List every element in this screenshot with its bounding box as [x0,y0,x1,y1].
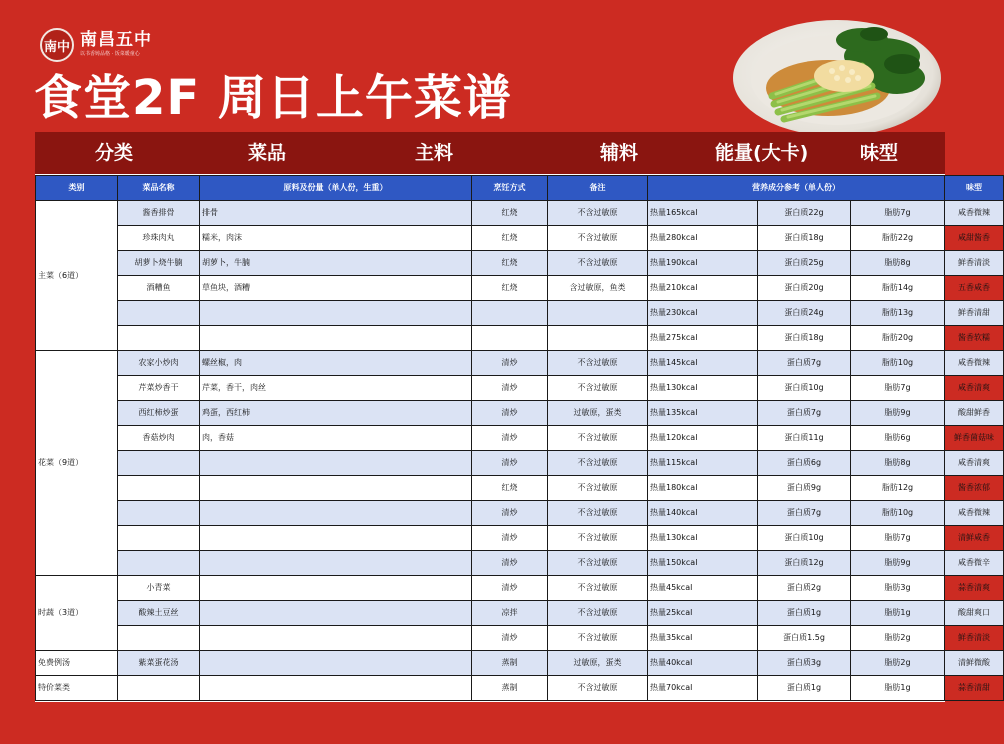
allergen-note: 不含过敏原 [548,576,648,601]
flavor-value: 鲜香清甜 [945,301,1004,326]
ingredients: 鸡蛋，西红柿 [200,401,472,426]
header-flavor: 味型 [945,176,1004,201]
school-tagline: 以书香铸品格 · 饭菜暖童心 [80,51,140,57]
ingredients [200,501,472,526]
energy-value: 热量25kcal [648,601,758,626]
category-label: 分类 [95,142,134,164]
ingredients: 肉，香菇 [200,426,472,451]
allergen-note: 不含过敏原 [548,201,648,226]
table-row [36,676,1004,701]
allergen-note [548,326,648,351]
cooking-method: 红烧 [472,226,548,251]
cooking-method: 红烧 [472,201,548,226]
flavor-value: 蒜香清爽 [945,576,1004,601]
fat-value: 脂肪14g [851,276,945,301]
cooking-method: 蒸制 [472,651,548,676]
flavor-value: 酸甜爽口 [945,601,1004,626]
category-label: 味型 [860,142,899,164]
ingredients [200,451,472,476]
cooking-method: 清炒 [472,451,548,476]
dish-name: 芹菜炒香干 [118,376,200,401]
page-title: 食堂2F 周日上午菜谱 [34,70,512,126]
energy-value: 热量140kcal [648,501,758,526]
fat-value: 脂肪2g [851,626,945,651]
dish-name: 酱香排骨 [118,201,200,226]
allergen-note: 不含过敏原 [548,451,648,476]
flavor-value: 蒜香清甜 [945,676,1004,701]
allergen-note: 不含过敏原 [548,551,648,576]
table-row [36,226,1004,251]
energy-value: 热量230kcal [648,301,758,326]
ingredients [200,626,472,651]
fat-value: 脂肪10g [851,501,945,526]
allergen-note: 不含过敏原 [548,626,648,651]
fat-value: 脂肪1g [851,601,945,626]
header-note: 备注 [548,176,648,201]
category-cell: 花菜（9道） [36,351,118,576]
category-label: 主料 [415,142,454,164]
allergen-note [548,301,648,326]
protein-value: 蛋白质1.5g [758,626,851,651]
cooking-method: 清炒 [472,376,548,401]
cooking-method: 红烧 [472,476,548,501]
energy-value: 热量150kcal [648,551,758,576]
protein-value: 蛋白质11g [758,426,851,451]
ingredients [200,301,472,326]
table-row [36,576,1004,601]
table-row [36,251,1004,276]
fat-value: 脂肪8g [851,451,945,476]
protein-value: 蛋白质10g [758,526,851,551]
protein-value: 蛋白质7g [758,401,851,426]
dish-name [118,551,200,576]
protein-value: 蛋白质10g [758,376,851,401]
category-bar [35,132,945,174]
energy-value: 热量190kcal [648,251,758,276]
ingredients: 芹菜，香干，肉丝 [200,376,472,401]
cooking-method: 红烧 [472,251,548,276]
emblem-mark: 南中 [43,39,70,55]
energy-value: 热量120kcal [648,426,758,451]
table-row [36,276,1004,301]
table-row [36,551,1004,576]
protein-value: 蛋白质7g [758,501,851,526]
table-row [36,326,1004,351]
flavor-value: 酸甜鲜香 [945,401,1004,426]
dish-name [118,476,200,501]
flavor-value: 咸香清爽 [945,376,1004,401]
dish-name: 西红柿炒蛋 [118,401,200,426]
flavor-value: 鲜香清淡 [945,251,1004,276]
table-row [36,601,1004,626]
table-row [36,651,1004,676]
allergen-note: 不含过敏原 [548,351,648,376]
fat-value: 脂肪7g [851,526,945,551]
dish-name: 香菇炒肉 [118,426,200,451]
dish-name: 酒糟鱼 [118,276,200,301]
cooking-method: 清炒 [472,426,548,451]
category-cell: 主菜（6道） [36,201,118,351]
fat-value: 脂肪20g [851,326,945,351]
header-ingredients: 原料及份量（单人份，生重） [200,176,472,201]
table-row [36,201,1004,226]
protein-value: 蛋白质3g [758,651,851,676]
flavor-value: 咸香清爽 [945,451,1004,476]
ingredients [200,476,472,501]
cooking-method: 清炒 [472,626,548,651]
category-cell: 免费例汤 [36,651,118,676]
dish-name [118,526,200,551]
energy-value: 热量130kcal [648,376,758,401]
dish-name: 紫菜蛋花汤 [118,651,200,676]
energy-value: 热量115kcal [648,451,758,476]
fat-value: 脂肪9g [851,401,945,426]
flavor-value: 鲜香清淡 [945,626,1004,651]
flavor-value: 咸香微辣 [945,201,1004,226]
allergen-note: 含过敏原，鱼类 [548,276,648,301]
cooking-method: 清炒 [472,576,548,601]
flavor-value: 五香咸香 [945,276,1004,301]
header-category: 类别 [36,176,118,201]
protein-value: 蛋白质18g [758,326,851,351]
dish-name [118,301,200,326]
dish-name [118,626,200,651]
cooking-method: 红烧 [472,276,548,301]
ingredients [200,526,472,551]
table-row [36,401,1004,426]
ingredients: 排骨 [200,201,472,226]
energy-value: 热量35kcal [648,626,758,651]
flavor-value: 咸香微辛 [945,551,1004,576]
energy-value: 热量280kcal [648,226,758,251]
category-label: 能量(大卡) [715,142,809,164]
allergen-note: 不含过敏原 [548,601,648,626]
energy-value: 热量165kcal [648,201,758,226]
flavor-value: 鲜香菌菇味 [945,426,1004,451]
dish-name [118,501,200,526]
protein-value: 蛋白质18g [758,226,851,251]
energy-value: 热量70kcal [648,676,758,701]
flavor-value: 咸香微辣 [945,351,1004,376]
protein-value: 蛋白质7g [758,351,851,376]
fat-value: 脂肪2g [851,651,945,676]
ingredients: 胡萝卜，牛腩 [200,251,472,276]
allergen-note: 不含过敏原 [548,251,648,276]
header-dish: 菜品名称 [118,176,200,201]
allergen-note: 不含过敏原 [548,526,648,551]
school-logo [40,28,152,62]
protein-value: 蛋白质22g [758,201,851,226]
ingredients [200,601,472,626]
allergen-note: 过敏原，蛋类 [548,401,648,426]
menu-table [35,175,1004,701]
menu-sheet [35,132,994,702]
cooking-method: 清炒 [472,501,548,526]
dish-name: 小青菜 [118,576,200,601]
allergen-note: 过敏原，蛋类 [548,651,648,676]
fat-value: 脂肪22g [851,226,945,251]
fat-value: 脂肪10g [851,351,945,376]
energy-value: 热量45kcal [648,576,758,601]
fat-value: 脂肪3g [851,576,945,601]
protein-value: 蛋白质6g [758,451,851,476]
dish-name [118,326,200,351]
dish-name: 珍珠肉丸 [118,226,200,251]
header-method: 烹饪方式 [472,176,548,201]
ingredients [200,576,472,601]
cooking-method [472,301,548,326]
table-row [36,351,1004,376]
energy-value: 热量275kcal [648,326,758,351]
category-cell: 特价菜类 [36,676,118,701]
protein-value: 蛋白质24g [758,301,851,326]
flavor-value: 酱香浓郁 [945,476,1004,501]
allergen-note: 不含过敏原 [548,676,648,701]
dish-photo [732,16,942,138]
dish-name: 胡萝卜烧牛腩 [118,251,200,276]
allergen-note: 不含过敏原 [548,476,648,501]
fat-value: 脂肪8g [851,251,945,276]
energy-value: 热量130kcal [648,526,758,551]
ingredients: 糯米，肉沫 [200,226,472,251]
protein-value: 蛋白质20g [758,276,851,301]
fat-value: 脂肪7g [851,376,945,401]
table-row [36,626,1004,651]
table-row [36,501,1004,526]
flavor-value: 清鲜咸香 [945,526,1004,551]
fat-value: 脂肪9g [851,551,945,576]
cooking-method [472,326,548,351]
flavor-value: 酱香软糯 [945,326,1004,351]
dish-name: 酸辣土豆丝 [118,601,200,626]
cooking-method: 清炒 [472,351,548,376]
cooking-method: 清炒 [472,526,548,551]
table-row [36,376,1004,401]
energy-value: 热量40kcal [648,651,758,676]
allergen-note: 不含过敏原 [548,376,648,401]
school-name: 南昌五中 [80,30,152,50]
flavor-value: 咸香微辣 [945,501,1004,526]
protein-value: 蛋白质12g [758,551,851,576]
fat-value: 脂肪7g [851,201,945,226]
dish-name [118,676,200,701]
fat-value: 脂肪13g [851,301,945,326]
category-label: 菜品 [248,142,287,164]
cooking-method: 凉拌 [472,601,548,626]
energy-value: 热量180kcal [648,476,758,501]
ingredients: 螺丝椒，肉 [200,351,472,376]
protein-value: 蛋白质25g [758,251,851,276]
cooking-method: 清炒 [472,401,548,426]
protein-value: 蛋白质2g [758,576,851,601]
fat-value: 脂肪1g [851,676,945,701]
table-header-row [36,176,1004,201]
flavor-value: 咸甜酱香 [945,226,1004,251]
table-row [36,476,1004,501]
protein-value: 蛋白质9g [758,476,851,501]
ingredients [200,551,472,576]
fat-value: 脂肪6g [851,426,945,451]
dish-name [118,451,200,476]
category-cell: 时蔬（3道） [36,576,118,651]
table-row [36,451,1004,476]
flavor-value: 清鲜微酸 [945,651,1004,676]
protein-value: 蛋白质1g [758,676,851,701]
ingredients: 草鱼块，酒糟 [200,276,472,301]
table-row [36,301,1004,326]
school-emblem-icon [40,28,74,62]
allergen-note: 不含过敏原 [548,226,648,251]
energy-value: 热量210kcal [648,276,758,301]
ingredients [200,651,472,676]
protein-value: 蛋白质1g [758,601,851,626]
energy-value: 热量135kcal [648,401,758,426]
header-nutrition: 营养成分参考（单人份） [648,176,945,201]
table-row [36,526,1004,551]
ingredients [200,676,472,701]
allergen-note: 不含过敏原 [548,501,648,526]
category-label: 辅料 [600,142,639,164]
dish-name: 农家小炒肉 [118,351,200,376]
energy-value: 热量145kcal [648,351,758,376]
cooking-method: 清炒 [472,551,548,576]
allergen-note: 不含过敏原 [548,426,648,451]
table-row [36,426,1004,451]
cooking-method: 蒸制 [472,676,548,701]
ingredients [200,326,472,351]
fat-value: 脂肪12g [851,476,945,501]
